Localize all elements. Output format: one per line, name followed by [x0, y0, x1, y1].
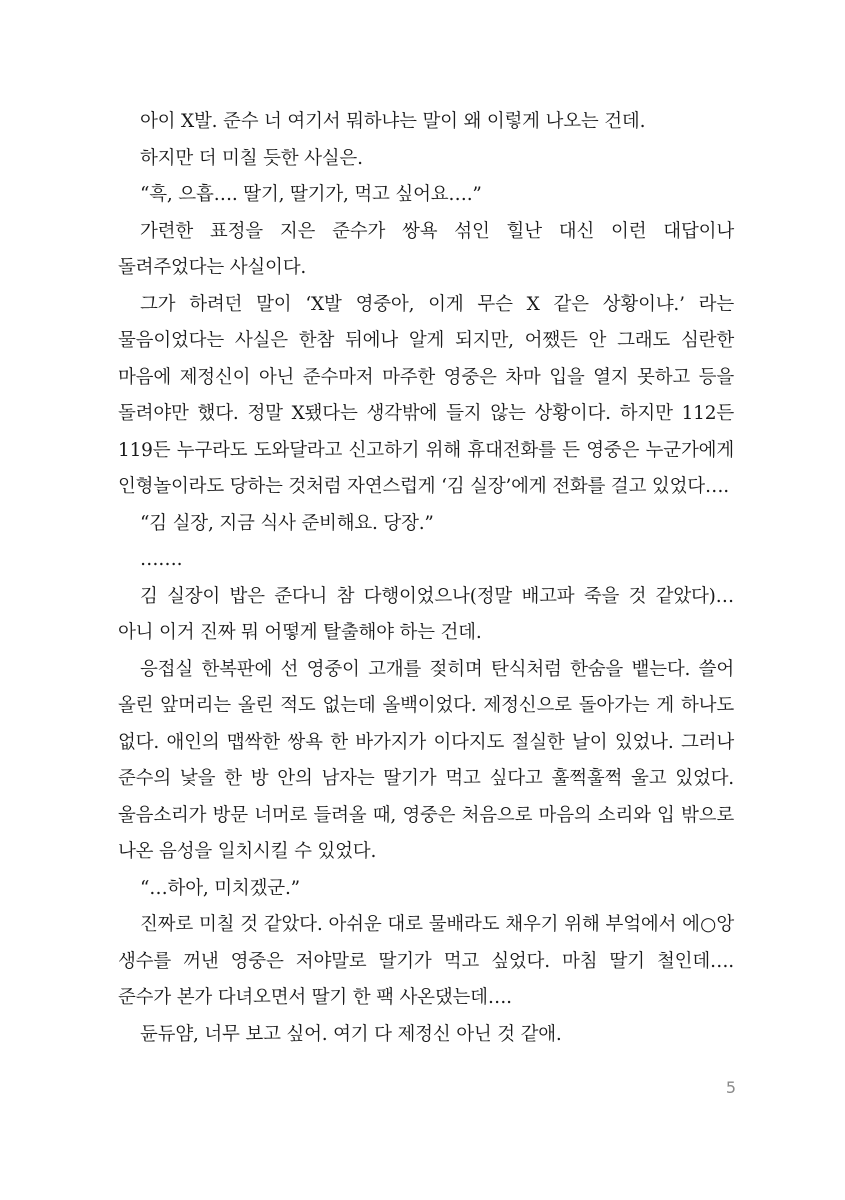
paragraph: 가련한 표정을 지은 준수가 쌍욕 섞인 힐난 대신 이런 대답이나 돌려주었다는 사실이다.: [118, 220, 734, 278]
paragraph: 진짜로 미칠 것 같았다. 아쉬운 대로 물배라도 채우기 위해 부엌에서 에○앙 생수를 꺼낸 영중은 저야말로 딸기가 먹고 싶었다. 마침 딸기 철인데…. 준수가 본가 다녀오면서 딸기 한 팩 사온댔는데….: [118, 914, 734, 1008]
paragraph: 듄듀얌, 너무 보고 싶어. 여기 다 제정신 아닌 것 같애.: [140, 1023, 562, 1045]
paragraph: 응접실 한복판에 선 영중이 고개를 젖히며 탄식처럼 한숨을 뱉는다. 쓸어 올린 앞머리는 올린 적도 없는데 올백이었다. 제정신으로 돌아가는 게 하나도 없다. 애인의 맵싹한 쌍욕 한 바가지가 이다지도 절실한 날이 있었나. 그러나 준수의 낯을 한 방 안의 남자는 딸기가 먹고 싶다고 훌쩍훌쩍 울고 있었다. 울음소리가 방문 너머로 들려올 때, 영중은 처음으로 마음의 소리와 입 밖으로 나온 음성을 일치시킬 수 있었다.: [118, 658, 734, 862]
paragraph: 그가 하려던 말이 ‘X발 영중아, 이게 무슨 X 같은 상황이냐.’ 라는 물음이었다는 사실은 한참 뒤에나 알게 되지만, 어쨌든 안 그래도 심란한 마음에 제정신이 아닌 준수마저 마주한 영중은 차마 입을 열지 못하고 등을 돌려야만 했다. 정말 X됐다는 생각밖에 들지 않는 상황이다. 하지만 112든 119든 누구라도 도와달라고 신고하기 위해 휴대전화를 든 영중은 누군가에게 인형놀이라도 당하는 것처럼 자연스럽게 ‘김 실장’에게 전화를 걸고 있었다….: [118, 293, 734, 497]
paragraph: “…하아, 미치겠군.”: [140, 877, 300, 899]
paragraph: “흑, 으흡…. 딸기, 딸기가, 먹고 싶어요….”: [140, 184, 482, 205]
paragraph: …….: [140, 549, 183, 570]
paragraph: 김 실장이 밥은 준다니 참 다행이었으나(정말 배고파 죽을 것 같았다)… 아니 이거 진짜 뭐 어떻게 탈출해야 하는 건데.: [118, 585, 734, 643]
page-number: 5: [725, 1078, 736, 1097]
paragraph: 아이 X발. 준수 너 여기서 뭐하냐는 말이 왜 이렇게 나오는 건데.: [140, 111, 646, 132]
body-text: [118, 104, 734, 1053]
paragraph: 하지만 더 미칠 듯한 사실은.: [140, 147, 363, 169]
paragraph: “김 실장, 지금 식사 준비해요. 당장.”: [140, 512, 434, 534]
